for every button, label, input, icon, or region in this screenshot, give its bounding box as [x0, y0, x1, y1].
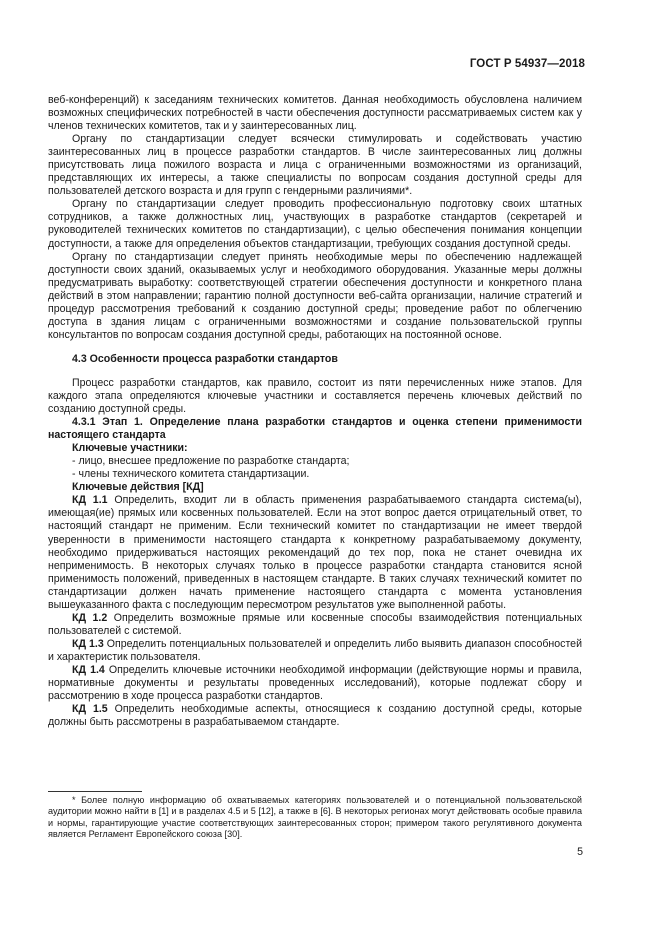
section-heading: 4.3 Особенности процесса разработки стандартов	[72, 352, 338, 365]
participants-heading: Ключевые участники:	[72, 442, 188, 455]
key-action-code: КД 1.5	[72, 703, 108, 716]
key-action-text: Определить возможные прямые или косвенные способы взаимодействия потенциальных пользователей с системой.	[48, 611, 583, 637]
spacer	[48, 366, 582, 377]
footnote	[48, 795, 582, 840]
key-action-item	[48, 703, 582, 729]
paragraph-training: Органу по стандартизации следует проводить профессиональную подготовку своих штатных сотрудников, а также должностных лиц, участвующих в разработке стандартов (секретарей и руководителей технических комитетов по стандартизации), с целью обеспечения понимания концепции доступности, а также для определения объектов стандартизации, требующих создания доступной среды.	[48, 198, 582, 250]
section-intro: Процесс разработки стандартов, как правило, состоит из пяти перечисленных ниже этапов. Для каждого этапа определяются ключевые участники и составляется перечень ключевых действий по созданию доступной среды.	[48, 376, 582, 416]
page-number: 5	[577, 846, 583, 858]
key-action-text: Определить необходимые аспекты, относящиеся к созданию доступной среды, которые должны быть рассмотрены в разрабатываемом стандарте.	[48, 703, 583, 729]
key-action-code: КД 1.1	[72, 494, 108, 507]
document-number-header: ГОСТ Р 54937—2018	[469, 58, 585, 70]
key-action-item	[48, 664, 582, 703]
paragraph-continuation: веб-конференций) к заседаниям технических комитетов. Данная необходимость обусловлена наличием возможных специфических потребностей в части обеспечения доступности рассматриваемых систем как у членов технических комитетов, так и у заинтересованных лиц.	[48, 94, 582, 133]
key-action-text: Определить ключевые источники необходимой информации (действующие нормы и правила, нормативные документы и результаты проведенных исследований), которые подлежат сбору и рассмотрению в ходе процесса разработки стандартов.	[48, 663, 582, 703]
actions-heading: Ключевые действия [КД]	[72, 481, 204, 494]
paragraph-measures: Органу по стандартизации следует принять необходимые меры по обеспечению надлежащей доступности своих зданий, оказываемых услуг и необходимого оборудования. Указанные меры должны предусматривать выработку: соответствующей стратегии обеспечения доступности и конкретного плана действий в этом направлении; гарантию полной доступности веб-сайта организации, наличие стратегий и процедур рассмотрения требований к созданию доступной среды; проведение работ по облегчению доступа в здания лицам с ограниченными возможностями и создание пользовательской группы консультантов по вопросам создания доступной среды, работающих на постоянной основе.	[48, 250, 582, 341]
key-action-code: КД 1.2	[72, 611, 108, 624]
key-action-text: Определить, входит ли в область применения разрабатываемого стандарта система(ы), имеющая(ие) прямых или косвенных пользователей. Если на этот вопрос дается отрицательный ответ, то настоящий стандарт не применим. Если технический комитет по стандартизации не имеет твердой уверенности в применимости настоящего стандарта к конкретному разрабатываемому документу, необходимо придерживаться настоящих рекомендаций до тех пор, пока не станет очевидна их неприменимость. В некоторых случаях только в процессе разработки стандарта становится ясной применимость положений, приведенных в настоящем стандарте. В таких случаях технический комитет по стандартизации должен начать применение настоящего стандарта с момента установления вышеуказанного факта с последующим пересмотром результатов уже выполненной работы.	[48, 494, 582, 611]
footnote-text: * Более полную информацию об охватываемых категориях пользователей и о потенциальной пользовательской аудитории можно найти в [1] и в разделах 4.5 и 5 [12], а также в [6]. В некоторых регионах могут действовать особые правила и нормы, гарантирующие участие соответствующих заинтересованных сторон; примером такого регулятивного документа является Регламент Европейского союза [30].	[48, 795, 582, 839]
spacer	[48, 342, 582, 353]
key-action-code: КД 1.3	[72, 637, 104, 650]
paragraph-stakeholders: Органу по стандартизации следует всячески стимулировать и содействовать участию заинтересованных лиц в процессе разработки стандартов. В числе заинтересованных лиц должны присутствовать лица пожилого возраста и лица с ограниченными возможностями из организаций, представляющих их интересы, а также специалисты по вопросам создания доступной среды для пользователей детского возраста и для групп с гендерными различиями*.	[48, 133, 582, 198]
document-body	[48, 94, 582, 729]
key-action-item	[48, 494, 582, 611]
key-action-code: КД 1.4	[72, 663, 105, 676]
participant-item: - члены технического комитета стандартизации.	[72, 468, 310, 481]
key-action-item	[48, 638, 582, 664]
key-action-text: Определить потенциальных пользователей и определить либо выявить диапазон способностей и характеристик пользователя.	[48, 637, 582, 663]
participant-item: - лицо, внесшее предложение по разработке стандарта;	[72, 455, 350, 468]
footnote-divider	[48, 791, 142, 792]
key-action-item	[48, 612, 582, 638]
stage-heading: 4.3.1 Этап 1. Определение плана разработки стандартов и оценка степени применимости настоящего стандарта	[48, 416, 582, 442]
